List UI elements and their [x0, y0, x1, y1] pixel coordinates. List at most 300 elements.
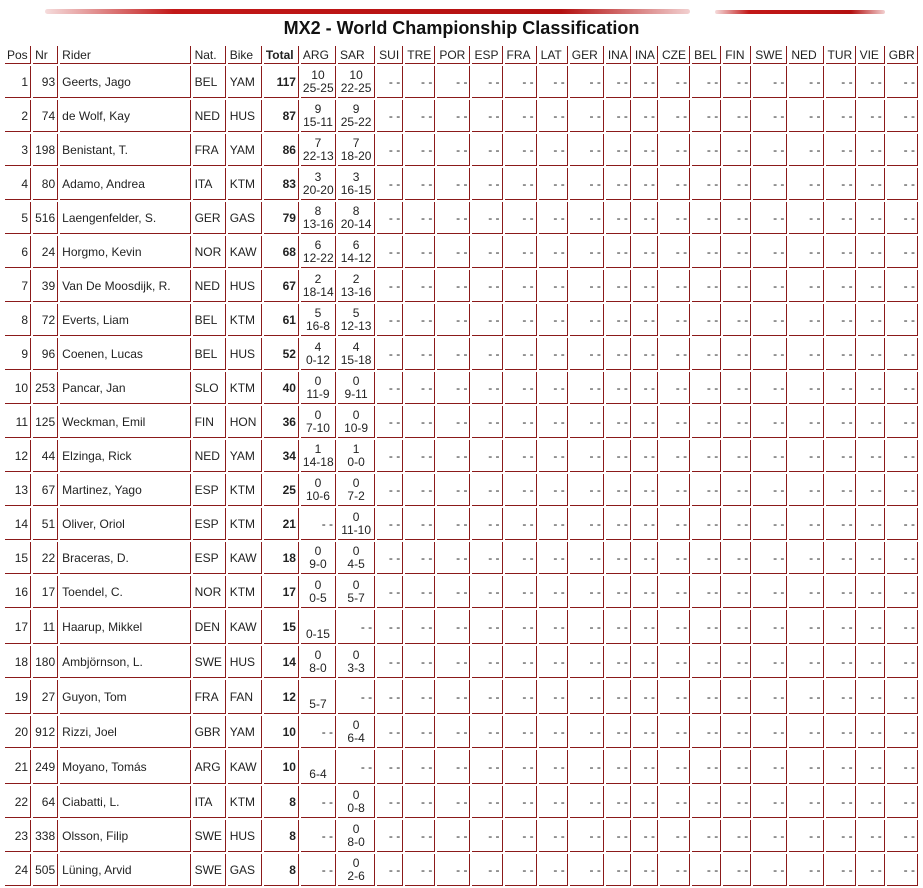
- cell-round-empty: - -: [660, 134, 690, 166]
- cell-sar-points: 1: [352, 441, 360, 456]
- cell-bike: HUS: [228, 100, 262, 132]
- cell-round-empty: - -: [723, 716, 751, 748]
- cell-round-empty: - -: [789, 270, 823, 302]
- cell-nat: DEN: [193, 610, 226, 644]
- cell-round-empty: - -: [570, 820, 604, 852]
- cell-round-empty: - -: [377, 304, 403, 336]
- col-header-round: INA: [633, 46, 658, 64]
- cell-arg: - -: [301, 820, 336, 852]
- cell-round-empty: - -: [633, 202, 658, 234]
- cell-sar: [338, 854, 375, 886]
- cell-arg-points: 10: [311, 67, 325, 82]
- cell-round-empty: - -: [858, 406, 885, 438]
- cell-nat: FRA: [193, 134, 226, 166]
- cell-round-empty: - -: [405, 854, 435, 886]
- cell-round-empty: - -: [723, 440, 751, 472]
- page-title: MX2 - World Championship Classification: [283, 18, 640, 38]
- cell-sar: [338, 406, 375, 438]
- cell-sar-points: 0: [352, 577, 360, 592]
- cell-round-empty: - -: [437, 820, 470, 852]
- cell-round-empty: - -: [405, 168, 435, 200]
- cell-nat: SWE: [193, 820, 226, 852]
- cell-round-empty: - -: [606, 680, 631, 714]
- cell-round-empty: - -: [887, 236, 918, 268]
- cell-round-empty: - -: [472, 680, 502, 714]
- cell-round-empty: - -: [723, 508, 751, 540]
- cell-round-empty: - -: [723, 100, 751, 132]
- col-header-round: INA: [606, 46, 631, 64]
- col-header-round: ESP: [472, 46, 502, 64]
- cell-nat: GBR: [193, 716, 226, 748]
- cell-round-empty: - -: [437, 134, 470, 166]
- cell-round-empty: - -: [405, 372, 435, 404]
- cell-round-empty: - -: [692, 646, 721, 678]
- cell-round-empty: - -: [405, 440, 435, 472]
- cell-round-empty: - -: [692, 508, 721, 540]
- cell-nr: 249: [33, 750, 58, 784]
- cell-arg-heats: 18-14: [302, 284, 334, 299]
- table-row: [5, 716, 918, 748]
- cell-round-empty: - -: [826, 270, 856, 302]
- cell-bike: KAW: [228, 542, 262, 574]
- cell-arg: [301, 66, 336, 98]
- cell-round-empty: - -: [539, 854, 568, 886]
- cell-round-empty: - -: [887, 168, 918, 200]
- cell-round-empty: - -: [826, 134, 856, 166]
- table-row: [5, 66, 918, 98]
- cell-sar: [338, 786, 375, 818]
- cell-round-empty: - -: [377, 236, 403, 268]
- cell-round-empty: - -: [606, 66, 631, 98]
- cell-round-empty: - -: [606, 100, 631, 132]
- cell-round-empty: - -: [633, 508, 658, 540]
- col-header-pos: Pos: [5, 46, 31, 64]
- cell-round-empty: - -: [753, 542, 787, 574]
- cell-bike: HUS: [228, 820, 262, 852]
- cell-rider: Everts, Liam: [60, 304, 190, 336]
- cell-round-empty: - -: [539, 646, 568, 678]
- cell-round-empty: - -: [692, 610, 721, 644]
- cell-round-empty: - -: [723, 134, 751, 166]
- cell-round-empty: - -: [570, 716, 604, 748]
- cell-round-empty: - -: [437, 100, 470, 132]
- cell-round-empty: - -: [723, 680, 751, 714]
- cell-rider: Weckman, Emil: [60, 406, 190, 438]
- cell-round-empty: - -: [377, 646, 403, 678]
- cell-round-empty: - -: [660, 236, 690, 268]
- cell-round-empty: - -: [753, 270, 787, 302]
- cell-round-empty: - -: [405, 338, 435, 370]
- cell-round-empty: - -: [606, 646, 631, 678]
- cell-round-empty: - -: [789, 646, 823, 678]
- cell-bike: KTM: [228, 474, 262, 506]
- cell-round-empty: - -: [660, 786, 690, 818]
- cell-round-empty: - -: [887, 542, 918, 574]
- cell-pos: 9: [5, 338, 31, 370]
- cell-sar-heats: 25-22: [340, 114, 372, 129]
- table-row: [5, 474, 918, 506]
- cell-round-empty: - -: [437, 440, 470, 472]
- cell-round-empty: - -: [472, 100, 502, 132]
- cell-round-empty: - -: [570, 372, 604, 404]
- cell-nr: 64: [33, 786, 58, 818]
- cell-round-empty: - -: [826, 576, 856, 608]
- cell-bike: YAM: [228, 134, 262, 166]
- cell-round-empty: - -: [405, 270, 435, 302]
- cell-round-empty: - -: [826, 820, 856, 852]
- cell-pos: 5: [5, 202, 31, 234]
- cell-round-empty: - -: [887, 610, 918, 644]
- cell-round-empty: - -: [660, 750, 690, 784]
- cell-round-empty: - -: [472, 474, 502, 506]
- cell-round-empty: - -: [405, 646, 435, 678]
- cell-sar-heats: 0-8: [347, 800, 365, 815]
- cell-round-empty: - -: [539, 542, 568, 574]
- cell-nr: 74: [33, 100, 58, 132]
- cell-round-empty: - -: [377, 750, 403, 784]
- cell-sar: [338, 304, 375, 336]
- cell-sar: [338, 134, 375, 166]
- cell-arg: - -: [301, 786, 336, 818]
- cell-round-empty: - -: [377, 716, 403, 748]
- cell-arg: 0-15: [301, 610, 336, 644]
- cell-sar: [338, 576, 375, 608]
- cell-round-empty: - -: [753, 134, 787, 166]
- cell-round-empty: - -: [505, 508, 537, 540]
- cell-round-empty: - -: [660, 576, 690, 608]
- cell-pos: 8: [5, 304, 31, 336]
- cell-round-empty: - -: [377, 168, 403, 200]
- cell-round-empty: - -: [633, 168, 658, 200]
- cell-round-empty: - -: [826, 66, 856, 98]
- cell-arg: [301, 100, 336, 132]
- cell-pos: 10: [5, 372, 31, 404]
- cell-round-empty: - -: [789, 236, 823, 268]
- cell-round-empty: - -: [887, 270, 918, 302]
- cell-sar-points: 3: [352, 169, 360, 184]
- cell-round-empty: - -: [437, 474, 470, 506]
- cell-arg: [301, 270, 336, 302]
- cell-arg: [301, 474, 336, 506]
- cell-round-empty: - -: [633, 134, 658, 166]
- cell-round-empty: - -: [570, 134, 604, 166]
- cell-round-empty: - -: [660, 542, 690, 574]
- cell-round-empty: - -: [377, 66, 403, 98]
- cell-round-empty: - -: [660, 440, 690, 472]
- cell-pos: 11: [5, 406, 31, 438]
- cell-rider: Oliver, Oriol: [60, 508, 190, 540]
- cell-sar-points: 0: [352, 407, 360, 422]
- col-header-rider: Rider: [60, 46, 190, 64]
- col-header-round: GER: [570, 46, 604, 64]
- cell-sar: [338, 542, 375, 574]
- cell-sar: [338, 338, 375, 370]
- cell-sar-heats: 3-3: [347, 660, 365, 675]
- cell-round-empty: - -: [539, 134, 568, 166]
- cell-sar: - -: [338, 680, 375, 714]
- cell-nr: 96: [33, 338, 58, 370]
- cell-round-empty: - -: [405, 202, 435, 234]
- cell-round-empty: - -: [826, 304, 856, 336]
- cell-round-empty: - -: [437, 270, 470, 302]
- cell-sar-heats: 5-7: [347, 590, 365, 605]
- cell-round-empty: - -: [723, 610, 751, 644]
- cell-round-empty: - -: [570, 646, 604, 678]
- cell-sar: [338, 202, 375, 234]
- cell-round-empty: - -: [789, 304, 823, 336]
- cell-round-empty: - -: [692, 474, 721, 506]
- cell-round-empty: - -: [570, 576, 604, 608]
- cell-round-empty: - -: [887, 66, 918, 98]
- cell-round-empty: - -: [437, 854, 470, 886]
- cell-rider: Van De Moosdijk, R.: [60, 270, 190, 302]
- cell-round-empty: - -: [505, 372, 537, 404]
- cell-total: 17: [264, 576, 299, 608]
- cell-total: 15: [264, 610, 299, 644]
- cell-round-empty: - -: [753, 338, 787, 370]
- col-header-total: Total: [264, 46, 299, 64]
- cell-nat: NOR: [193, 576, 226, 608]
- cell-round-empty: - -: [887, 854, 918, 886]
- cell-round-empty: - -: [887, 474, 918, 506]
- cell-round-empty: - -: [377, 820, 403, 852]
- cell-pos: 2: [5, 100, 31, 132]
- cell-round-empty: - -: [660, 646, 690, 678]
- cell-round-empty: - -: [570, 236, 604, 268]
- cell-round-empty: - -: [570, 440, 604, 472]
- cell-round-empty: - -: [472, 716, 502, 748]
- cell-round-empty: - -: [887, 134, 918, 166]
- cell-round-empty: - -: [692, 542, 721, 574]
- cell-rider: Pancar, Jan: [60, 372, 190, 404]
- cell-total: 117: [264, 66, 299, 98]
- cell-round-empty: - -: [472, 786, 502, 818]
- cell-round-empty: - -: [539, 168, 568, 200]
- col-header-round: NED: [789, 46, 823, 64]
- table-row: [5, 576, 918, 608]
- cell-round-empty: - -: [570, 680, 604, 714]
- cell-sar: [338, 270, 375, 302]
- cell-round-empty: - -: [660, 338, 690, 370]
- cell-round-empty: - -: [606, 576, 631, 608]
- cell-nat: ESP: [193, 474, 226, 506]
- cell-round-empty: - -: [377, 610, 403, 644]
- cell-round-empty: - -: [633, 440, 658, 472]
- cell-round-empty: - -: [753, 100, 787, 132]
- cell-round-empty: - -: [887, 304, 918, 336]
- cell-round-empty: - -: [789, 610, 823, 644]
- cell-round-empty: - -: [539, 576, 568, 608]
- cell-sar-heats: 13-16: [340, 284, 372, 299]
- cell-round-empty: - -: [789, 786, 823, 818]
- cell-round-empty: - -: [405, 304, 435, 336]
- cell-nat: GER: [193, 202, 226, 234]
- cell-round-empty: - -: [606, 134, 631, 166]
- cell-rider: Guyon, Tom: [60, 680, 190, 714]
- cell-round-empty: - -: [437, 406, 470, 438]
- cell-arg: [301, 372, 336, 404]
- cell-round-empty: - -: [472, 406, 502, 438]
- cell-round-empty: - -: [377, 474, 403, 506]
- table-row: [5, 610, 918, 644]
- cell-pos: 18: [5, 646, 31, 678]
- cell-nr: 24: [33, 236, 58, 268]
- cell-sar-points: 0: [352, 717, 360, 732]
- cell-round-empty: - -: [692, 680, 721, 714]
- cell-arg: 5-7: [301, 680, 336, 714]
- cell-pos: 22: [5, 786, 31, 818]
- cell-round-empty: - -: [377, 440, 403, 472]
- cell-round-empty: - -: [723, 646, 751, 678]
- cell-round-empty: - -: [472, 750, 502, 784]
- cell-round-empty: - -: [539, 406, 568, 438]
- cell-round-empty: - -: [858, 474, 885, 506]
- cell-round-empty: - -: [887, 100, 918, 132]
- cell-round-empty: - -: [858, 202, 885, 234]
- col-header-round: LAT: [539, 46, 568, 64]
- cell-total: 8: [264, 786, 299, 818]
- cell-nat: ITA: [193, 168, 226, 200]
- cell-sar-heats: 2-6: [347, 868, 365, 883]
- cell-round-empty: - -: [633, 406, 658, 438]
- cell-round-empty: - -: [505, 786, 537, 818]
- cell-sar: [338, 372, 375, 404]
- cell-round-empty: - -: [437, 66, 470, 98]
- cell-round-empty: - -: [570, 854, 604, 886]
- cell-arg: - -: [301, 716, 336, 748]
- cell-rider: Braceras, D.: [60, 542, 190, 574]
- cell-round-empty: - -: [377, 854, 403, 886]
- cell-sar: [338, 100, 375, 132]
- cell-round-empty: - -: [606, 168, 631, 200]
- cell-round-empty: - -: [437, 236, 470, 268]
- cell-arg-points: 0: [314, 373, 322, 388]
- cell-round-empty: - -: [377, 202, 403, 234]
- cell-round-empty: - -: [660, 168, 690, 200]
- cell-total: 36: [264, 406, 299, 438]
- cell-bike: HUS: [228, 646, 262, 678]
- table-row: [5, 440, 918, 472]
- cell-sar: [338, 716, 375, 748]
- cell-round-empty: - -: [405, 66, 435, 98]
- cell-pos: 13: [5, 474, 31, 506]
- cell-sar-points: 4: [352, 339, 360, 354]
- cell-round-empty: - -: [789, 854, 823, 886]
- cell-round-empty: - -: [633, 66, 658, 98]
- cell-sar-heats: 20-14: [340, 216, 372, 231]
- cell-round-empty: - -: [377, 134, 403, 166]
- cell-round-empty: - -: [505, 716, 537, 748]
- cell-round-empty: - -: [858, 168, 885, 200]
- cell-round-empty: - -: [887, 646, 918, 678]
- cell-round-empty: - -: [633, 750, 658, 784]
- cell-round-empty: - -: [858, 270, 885, 302]
- cell-round-empty: - -: [606, 716, 631, 748]
- cell-round-empty: - -: [753, 680, 787, 714]
- cell-round-empty: - -: [723, 576, 751, 608]
- cell-sar: [338, 820, 375, 852]
- cell-round-empty: - -: [660, 406, 690, 438]
- cell-arg-points: 0: [314, 543, 322, 558]
- cell-round-empty: - -: [858, 100, 885, 132]
- cell-round-empty: - -: [633, 270, 658, 302]
- cell-total: 14: [264, 646, 299, 678]
- cell-round-empty: - -: [826, 440, 856, 472]
- cell-arg-heats: 9-0: [309, 556, 327, 571]
- cell-round-empty: - -: [539, 270, 568, 302]
- cell-round-empty: - -: [633, 820, 658, 852]
- cell-arg-heats: 7-10: [305, 420, 330, 435]
- col-header-round: FIN: [723, 46, 751, 64]
- cell-round-empty: - -: [753, 820, 787, 852]
- cell-round-empty: - -: [505, 270, 537, 302]
- cell-round-empty: - -: [472, 372, 502, 404]
- cell-round-empty: - -: [826, 508, 856, 540]
- cell-round-empty: - -: [570, 304, 604, 336]
- cell-round-empty: - -: [753, 786, 787, 818]
- cell-round-empty: - -: [858, 610, 885, 644]
- cell-sar-heats: 9-11: [344, 386, 368, 401]
- cell-arg: [301, 338, 336, 370]
- cell-round-empty: - -: [660, 66, 690, 98]
- cell-round-empty: - -: [505, 542, 537, 574]
- cell-round-empty: - -: [633, 474, 658, 506]
- cell-round-empty: - -: [505, 440, 537, 472]
- cell-sar: [338, 168, 375, 200]
- cell-arg: [301, 168, 336, 200]
- cell-round-empty: - -: [887, 750, 918, 784]
- cell-total: 52: [264, 338, 299, 370]
- cell-round-empty: - -: [437, 338, 470, 370]
- cell-round-empty: - -: [570, 338, 604, 370]
- cell-sar-points: 0: [352, 509, 360, 524]
- cell-round-empty: - -: [789, 716, 823, 748]
- cell-round-empty: - -: [887, 576, 918, 608]
- cell-sar-points: 9: [352, 101, 360, 116]
- cell-arg-points: 2: [314, 271, 322, 286]
- cell-arg: [301, 304, 336, 336]
- cell-bike: YAM: [228, 716, 262, 748]
- cell-round-empty: - -: [377, 680, 403, 714]
- cell-round-empty: - -: [753, 236, 787, 268]
- cell-round-empty: - -: [437, 680, 470, 714]
- cell-round-empty: - -: [887, 440, 918, 472]
- cell-round-empty: - -: [692, 270, 721, 302]
- cell-round-empty: - -: [692, 576, 721, 608]
- cell-rider: Elzinga, Rick: [60, 440, 190, 472]
- cell-round-empty: - -: [472, 576, 502, 608]
- col-header-round: GBR: [887, 46, 918, 64]
- cell-nat: NED: [193, 100, 226, 132]
- cell-nr: 22: [33, 542, 58, 574]
- cell-bike: HON: [228, 406, 262, 438]
- cell-pos: 6: [5, 236, 31, 268]
- cell-round-empty: - -: [789, 134, 823, 166]
- cell-round-empty: - -: [606, 854, 631, 886]
- cell-round-empty: - -: [505, 854, 537, 886]
- cell-round-empty: - -: [789, 338, 823, 370]
- cell-round-empty: - -: [633, 576, 658, 608]
- cell-round-empty: - -: [660, 508, 690, 540]
- cell-round-empty: - -: [472, 304, 502, 336]
- cell-round-empty: - -: [437, 576, 470, 608]
- cell-nr: 253: [33, 372, 58, 404]
- cell-round-empty: - -: [570, 786, 604, 818]
- cell-sar-heats: 22-25: [340, 80, 372, 95]
- cell-arg-points: 6: [314, 237, 322, 252]
- col-header-round: ARG: [301, 46, 336, 64]
- cell-arg: [301, 134, 336, 166]
